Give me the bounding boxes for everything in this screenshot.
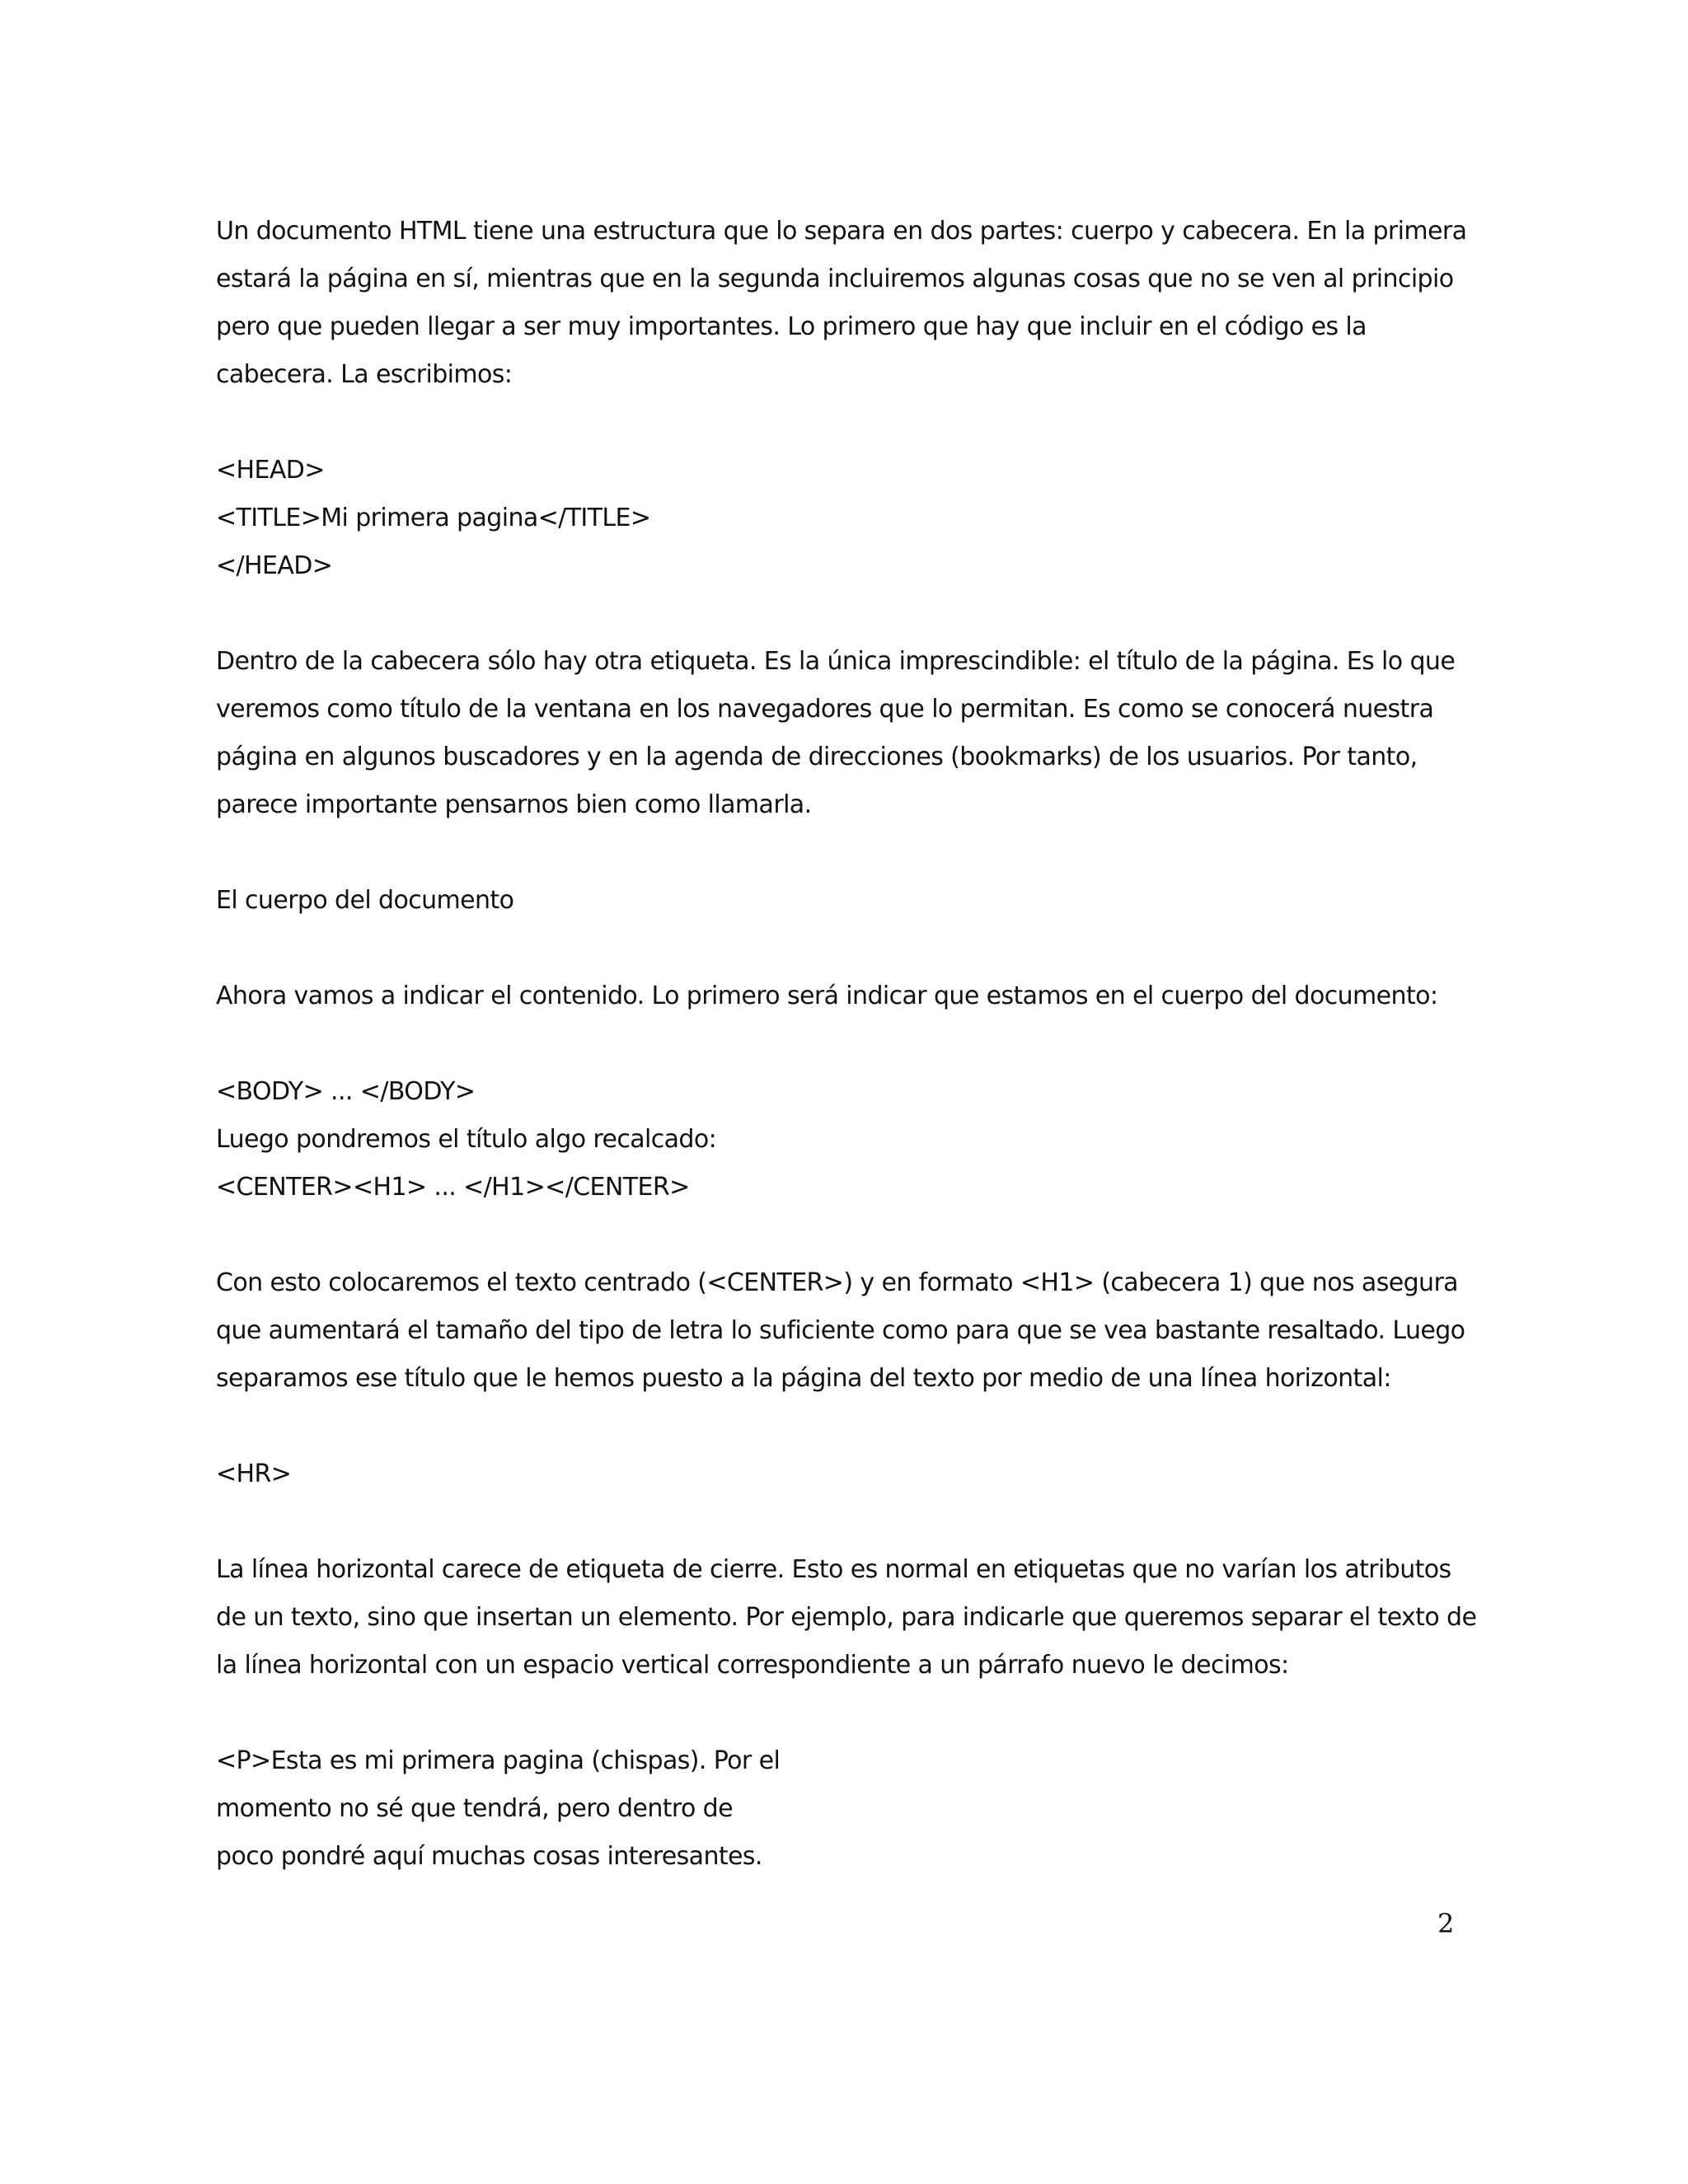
text-line: Ahora vamos a indicar el contenido. Lo primero será indicar que estamos en el cuerpo del documento: bbox=[216, 982, 1438, 1010]
code-line: poco pondré aquí muchas cosas interesantes. bbox=[216, 1842, 762, 1871]
text-line: página en algunos buscadores y en la agenda de direcciones (bookmarks) de los usuarios. Por tanto, bbox=[216, 743, 1418, 771]
text-line: parece importante pensarnos bien como llamarla. bbox=[216, 790, 812, 819]
text-line: Dentro de la cabecera sólo hay otra etiqueta. Es la única imprescindible: el título de la página. Es lo que bbox=[216, 647, 1456, 676]
text-line: pero que pueden llegar a ser muy importantes. Lo primero que hay que incluir en el código es la bbox=[216, 312, 1367, 341]
code-p-block bbox=[216, 1737, 1469, 1881]
text-line: cabecera. La escribimos: bbox=[216, 360, 513, 389]
text-line: Un documento HTML tiene una estructura que lo separa en dos partes: cuerpo y cabecera. En la primera bbox=[216, 217, 1467, 246]
section-title-text: El cuerpo del documento bbox=[216, 886, 514, 915]
code-line: <P>Esta es mi primera pagina (chispas). Por el bbox=[216, 1746, 781, 1775]
code-line: <TITLE>Mi primera pagina</TITLE> bbox=[216, 504, 651, 532]
code-body-block bbox=[216, 1068, 1469, 1212]
text-line: que aumentará el tamaño del tipo de letra lo suficiente como para que se vea bastante resaltado. Luego bbox=[216, 1316, 1465, 1345]
text-line: veremos como título de la ventana en los navegadores que lo permitan. Es como se conocerá nuestra bbox=[216, 695, 1434, 724]
text-line: de un texto, sino que insertan un elemento. Por ejemplo, para indicarle que queremos separar el texto de bbox=[216, 1603, 1477, 1632]
code-head-block bbox=[216, 447, 1469, 590]
text-line: Con esto colocaremos el texto centrado (<CENTER>) y en formato <H1> (cabecera 1) que nos asegura bbox=[216, 1268, 1458, 1297]
text-line: separamos ese título que le hemos puesto a la página del texto por medio de una línea horizontal: bbox=[216, 1364, 1391, 1393]
code-line: <BODY> ... </BODY> bbox=[216, 1077, 476, 1106]
text-line: La línea horizontal carece de etiqueta de cierre. Esto es normal en etiquetas que no varían los atributos bbox=[216, 1555, 1451, 1584]
paragraph-title-explanation bbox=[216, 638, 1469, 829]
code-line: <HR> bbox=[216, 1460, 292, 1488]
paragraph-hr-explanation bbox=[216, 1546, 1477, 1690]
text-line: estará la página en sí, mientras que en la segunda incluiremos algunas cosas que no se ven al principio bbox=[216, 265, 1454, 293]
code-line: <HEAD> bbox=[216, 456, 325, 485]
text-line: Luego pondremos el título algo recalcado: bbox=[216, 1125, 717, 1154]
text-line: la línea horizontal con un espacio vertical correspondiente a un párrafo nuevo le decimos: bbox=[216, 1651, 1289, 1680]
page-number: 2 bbox=[1437, 1908, 1455, 1939]
paragraph-intro bbox=[216, 208, 1469, 399]
code-hr-block bbox=[216, 1451, 1469, 1498]
paragraph-content-intro bbox=[216, 972, 1469, 1020]
section-title bbox=[216, 877, 1469, 925]
code-line: momento no sé que tendrá, pero dentro de bbox=[216, 1794, 733, 1823]
code-line: <CENTER><H1> ... </H1></CENTER> bbox=[216, 1173, 690, 1202]
code-line: </HEAD> bbox=[216, 551, 333, 580]
paragraph-center-explanation bbox=[216, 1259, 1469, 1403]
